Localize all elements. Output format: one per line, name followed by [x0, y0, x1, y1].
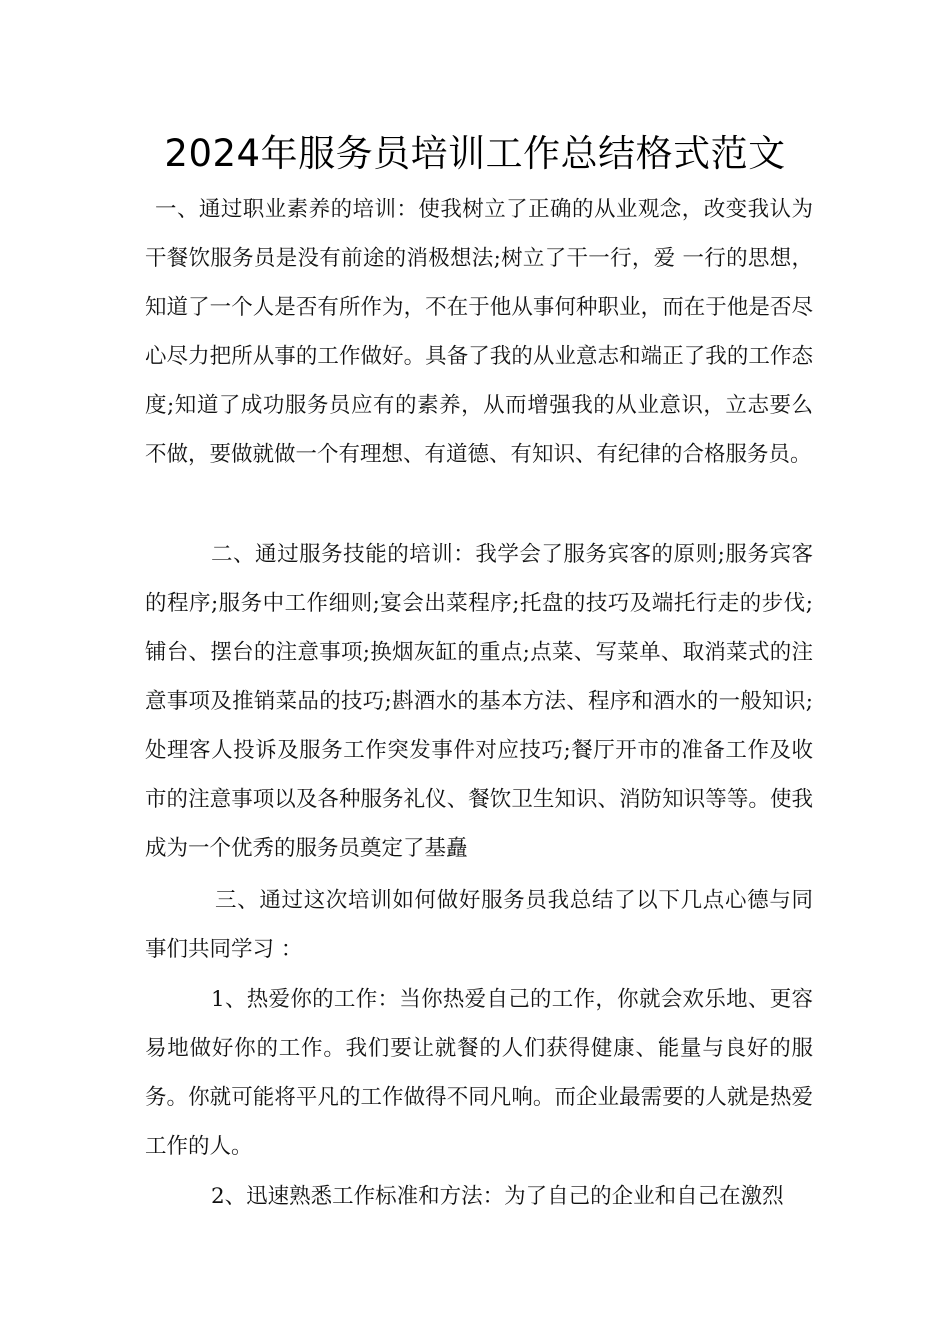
paragraph-service-skills: 二、通过服务技能的培训：我学会了服务宾客的原则;服务宾客的程序;服务中工作细则;宴会出菜程序;托盘的技巧及端托行走的步伐;铺台、摆台的注意事项;换烟灰缸的重点;点菜、写菜单、取消菜式的注意事项及推销菜品的技巧;斟酒水的基本方法、程序和酒水的一般知识;处理客人投诉及服务工作突发事件对应技巧;餐厅开市的准备工作及收市的注意事项以及各种服务礼仪、餐饮卫生知识、消防知识等等。使我成为一个优秀的服务员奠定了基矗 [145, 542, 813, 861]
paragraph-summary-intro: 三、通过这次培训如何做好服务员我总结了以下几点心德与同事们共同学习 ： [145, 888, 813, 962]
document-title: 2024年服务员培训工作总结格式范文 [164, 132, 786, 175]
paragraph-love-your-work: 1、热爱你的工作：当你热爱自己的工作，你就会欢乐地、更容易地做好你的工作。我们要让就餐的人们获得健康、能量与良好的服务。你就可能将平凡的工作做得不同凡响。而企业最需要的人就是热爱工作的人。 [145, 987, 813, 1159]
paragraph-professional-quality: 一、通过职业素养的培训：使我树立了正确的从业观念，改变我认为干餐饮服务员是没有前途的消极想法;树立了干一行，爱 一行的思想，知道了一个人是否有所作为，不在于他从事何种职业，而在于他是否尽心尽力把所从事的工作做好。具备了我的从业意志和端正了我的工作态度;知道了成功服务员应有的素养，从而增强我的从业意识，立志要么不做，要做就做一个有理想、有道德、有知识、有纪律的合格服务员。 [145, 197, 813, 467]
paragraph-work-standards: 2、迅速熟悉工作标准和方法：为了自己的企业和自己在激烈 [211, 1184, 784, 1209]
